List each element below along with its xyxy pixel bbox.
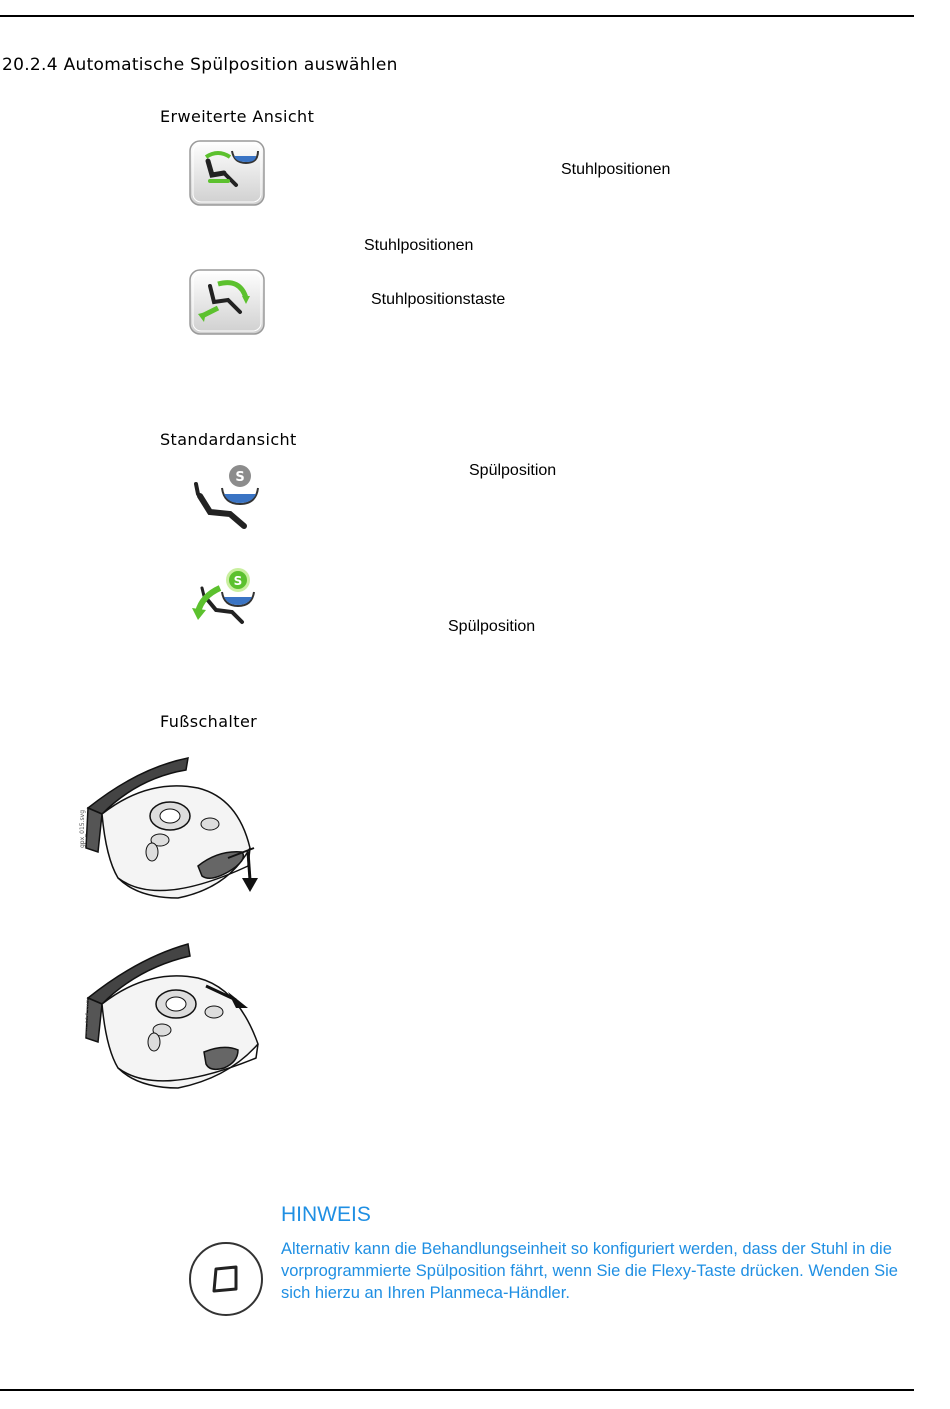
badge-s-text: S <box>235 470 245 485</box>
chair-rinse-icon <box>188 139 266 207</box>
chair-position-key-label: Stuhlpositionstaste <box>371 291 506 308</box>
rinse-position-label-2: Spülposition <box>448 618 536 635</box>
standard-view-heading: Standardansicht <box>160 430 297 449</box>
foot-switch-figure-1 <box>78 748 268 908</box>
bottom-rule <box>0 1389 914 1391</box>
chair-position-key-button[interactable] <box>188 268 266 336</box>
foot-switch-heading: Fußschalter <box>160 712 258 731</box>
chair-rinse-move-icon <box>188 566 270 632</box>
standard-rinse-move-button[interactable] <box>188 566 270 632</box>
foot-switch-figure-2 <box>78 938 268 1098</box>
note-title: HINWEIS <box>281 1203 371 1226</box>
section-title: 20.2.4 Automatische Spülposition auswählen <box>2 55 398 75</box>
chair-move-icon <box>188 268 266 336</box>
standard-rinse-button[interactable] <box>188 462 270 534</box>
rinse-position-label-1: Spülposition <box>469 462 557 479</box>
chair-positions-label-1: Stuhlpositionen <box>561 161 671 178</box>
rinse-position-button[interactable] <box>188 139 266 207</box>
note-text: Alternativ kann die Behandlungseinheit so konfiguriert werden, dass der Stuhl in die vorprogrammierte Spülposition fährt, wenn Sie die Flexy-Taste drücken. Wenden Sie sich hierzu an Ihren Planmeca-Händler. <box>281 1240 898 1302</box>
figure-code-1: gpx_015.svg <box>79 809 86 848</box>
flexy-key-icon <box>188 1241 264 1321</box>
badge-s-green-text: S <box>233 574 243 588</box>
extended-view-heading: Erweiterte Ansicht <box>160 107 315 126</box>
figure-code-2: gpx_016.svg <box>85 999 92 1038</box>
chair-positions-label-2: Stuhlpositionen <box>364 237 474 254</box>
top-rule <box>0 15 914 17</box>
chair-rinse-standard-icon <box>188 462 270 534</box>
